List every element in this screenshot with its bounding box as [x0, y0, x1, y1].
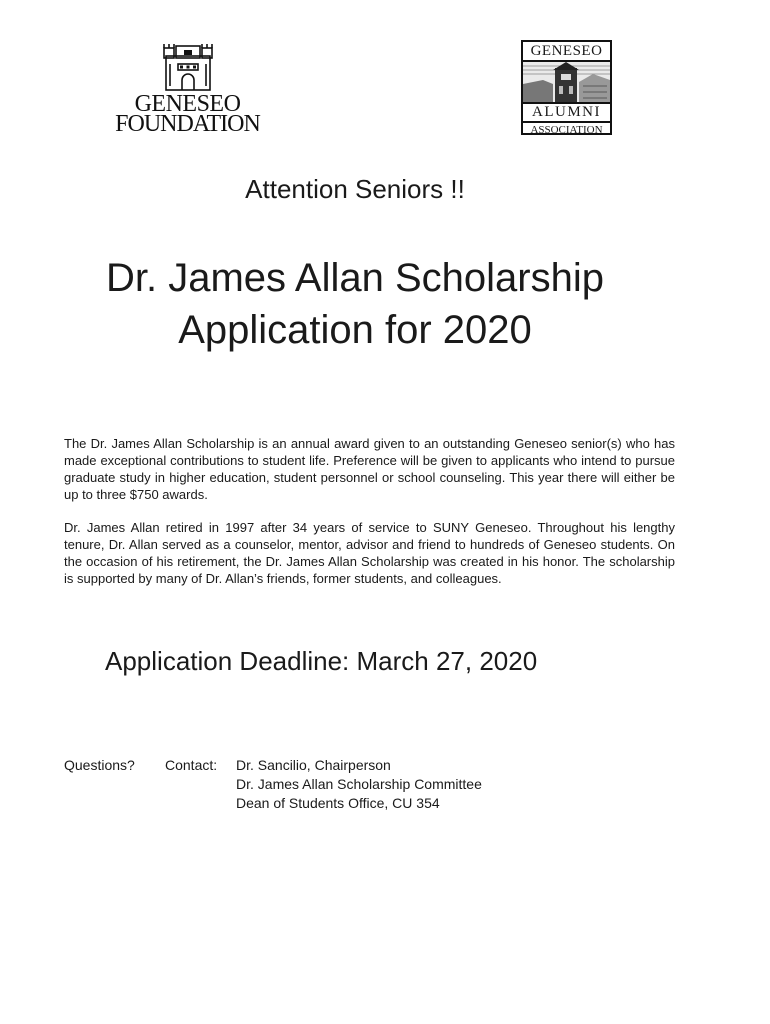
alumni-logo-bottom-text: ASSOCIATION [530, 124, 603, 136]
alumni-association-logo [521, 40, 612, 135]
alumni-logo-top-text: GENESEO [523, 42, 610, 62]
geneseo-foundation-logo [100, 42, 275, 138]
application-deadline: Application Deadline: March 27, 2020 [105, 646, 538, 676]
building-tower-icon [160, 42, 216, 92]
scholarship-description-paragraph: The Dr. James Allan Scholarship is an annual award given to an outstanding Geneseo senior(s) who has made exceptional contributions to student life. Preference will be given to applicants who intend to pursue graduate study in higher education, student personnel or school counseling. This year there will either be up to three $750 awards. [64, 436, 675, 502]
contact-name: Dr. Sancilio, Chairperson [236, 757, 391, 773]
page-title [0, 252, 710, 356]
contact-office: Dean of Students Office, CU 354 [236, 795, 440, 811]
campus-building-illustration [523, 62, 610, 104]
alumni-logo-middle-text: ALUMNI [523, 104, 610, 123]
biography-paragraph: Dr. James Allan retired in 1997 after 34 years of service to SUNY Geneseo. Throughout his lengthy tenure, Dr. Allan served as a counselor, mentor, advisor and friend to hundreds of Geneseo students. On the occasion of his retirement, the Dr. James Allan Scholarship was created in his honor. The scholarship is supported by many of Dr. Allan’s friends, former students, and colleagues. [64, 520, 675, 586]
questions-label: Questions? [64, 757, 135, 773]
attention-heading: Attention Seniors !! [245, 174, 465, 204]
contact-committee: Dr. James Allan Scholarship Committee [236, 776, 482, 792]
foundation-name-line2: FOUNDATION [115, 111, 260, 137]
contact-label: Contact: [165, 757, 218, 773]
title-line-1: Dr. James Allan Scholarship [105, 256, 604, 300]
foundation-name-line1: GENESEO [134, 91, 241, 117]
campus-building-icon [523, 62, 610, 102]
title-line-2: Application for 2020 [178, 308, 532, 352]
